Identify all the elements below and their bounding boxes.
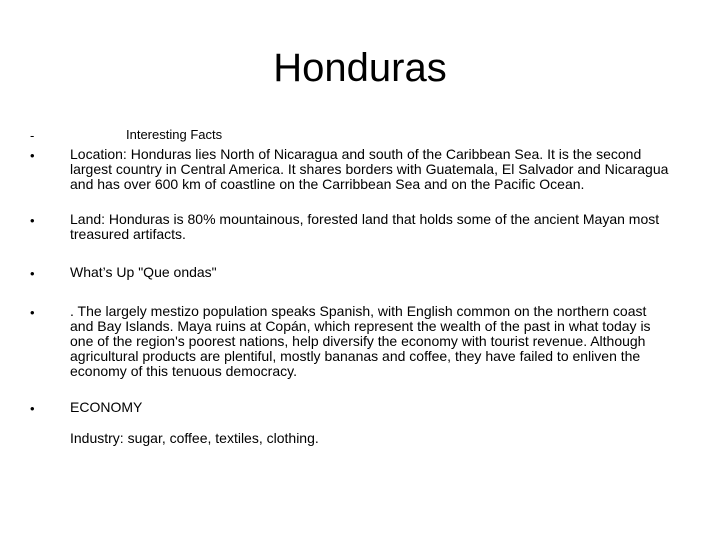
bullet-population: . The largely mestizo population speaks Spanish, with English common on the northern coast and Bay Islands. Maya ruins at Copán, which represent the wealth of the past in what today is one of the region's poorest nations, help diversify the economy with tourist revenue. Although agricultural products are plentiful, mostly bananas and coffee, they have failed to enliven the economy of this tenuous democracy.	[70, 303, 651, 379]
bullet-marker: •	[30, 305, 35, 320]
bullet-economy: ECONOMY	[70, 399, 143, 415]
subheading-marker: -	[30, 128, 35, 143]
subheading: Interesting Facts	[126, 127, 223, 142]
bullet-marker: •	[30, 401, 35, 416]
slide-title: Honduras	[273, 46, 447, 90]
bullet-location: Location: Honduras lies North of Nicaragua and south of the Caribbean Sea. It is the second largest country in Central America. It shares borders with Guatemala, El Salvador and Nicaragua and has over 600 km of coastline on the Carribbean Sea and on the Pacific Ocean.	[70, 146, 669, 192]
bullet-marker: •	[30, 213, 35, 228]
bullet-land: Land: Honduras is 80% mountainous, forested land that holds some of the ancient Mayan most treasured artifacts.	[70, 211, 660, 242]
bullet-marker: •	[30, 148, 35, 163]
bullet-marker: •	[30, 266, 35, 281]
bullet-whats-up: What’s Up "Que ondas"	[70, 264, 217, 280]
industry-text: Industry: sugar, coffee, textiles, clothing.	[70, 430, 319, 446]
